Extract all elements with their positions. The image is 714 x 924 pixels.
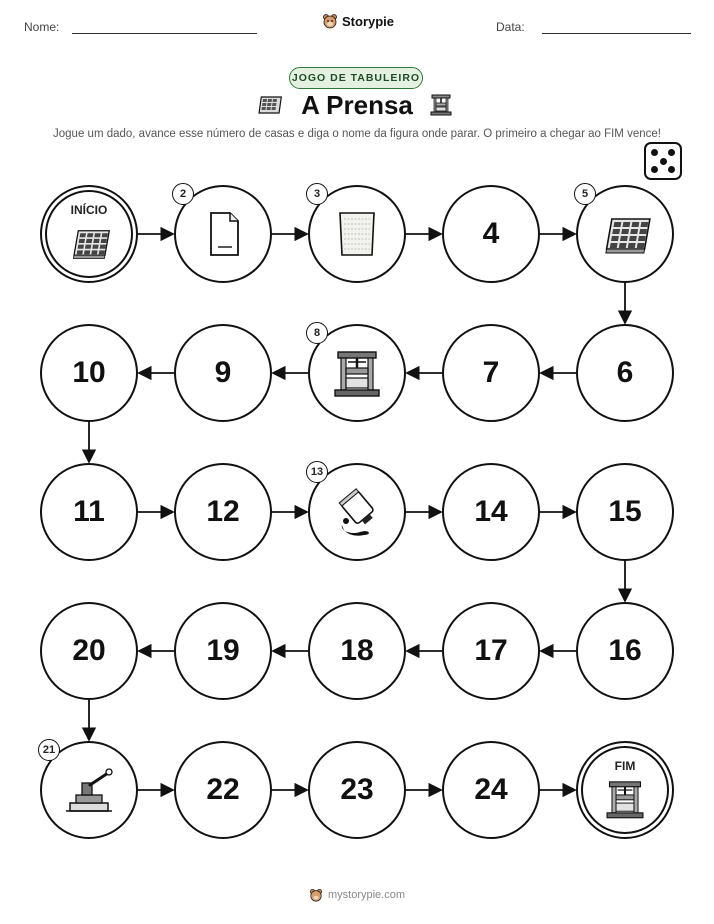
space-number: 18 <box>340 634 374 667</box>
bear-icon <box>309 888 323 902</box>
space-number: 11 <box>73 495 105 528</box>
space-number: 20 <box>72 634 106 667</box>
space-number: 22 <box>206 773 240 806</box>
board-space <box>576 324 674 422</box>
instructions: Jogue um dado, avance esse número de casas e diga o nome da figura onde parar. O primeiro a chegar ao FIM vence! <box>53 128 661 140</box>
page-title: A Prensa <box>301 90 413 120</box>
space-number: 14 <box>474 495 508 528</box>
board-space <box>40 463 138 561</box>
finish-space <box>576 741 674 839</box>
start-label: INÍCIO <box>70 203 108 217</box>
paper-sheet-icon <box>196 207 250 261</box>
screw-press-icon <box>330 346 384 400</box>
space-number-badge: 3 <box>306 183 328 205</box>
board-space <box>442 602 540 700</box>
space-number: 7 <box>482 356 500 389</box>
board-space <box>174 602 272 700</box>
space-number: 4 <box>482 217 500 250</box>
footer-url[interactable]: mystorypie.com <box>327 889 406 901</box>
game-type-pill: JOGO DE TABULEIRO <box>289 67 423 89</box>
board-space <box>442 463 540 561</box>
space-number: 15 <box>608 495 642 528</box>
ink-tube-icon <box>330 485 384 539</box>
board-space <box>40 324 138 422</box>
space-number: 23 <box>340 773 374 806</box>
brand-name: Storypie <box>342 13 395 29</box>
board-space <box>174 324 272 422</box>
board-space <box>308 741 406 839</box>
space-number: 9 <box>214 356 232 389</box>
board-space <box>174 741 272 839</box>
board-space <box>576 602 674 700</box>
finish-label: FIM <box>614 759 636 773</box>
board-space <box>576 463 674 561</box>
space-number: 10 <box>72 356 106 389</box>
space-number-badge: 21 <box>38 739 60 761</box>
board-space <box>174 463 272 561</box>
board-space <box>40 602 138 700</box>
space-number: 17 <box>474 634 508 667</box>
space-number: 24 <box>474 773 508 806</box>
printing-plate-icon <box>67 221 111 265</box>
space-number-badge: 8 <box>306 322 328 344</box>
space-number-badge: 13 <box>306 461 328 483</box>
board-space <box>308 602 406 700</box>
start-space <box>40 185 138 283</box>
space-number-badge: 5 <box>574 183 596 205</box>
board-space <box>442 741 540 839</box>
board-space <box>442 324 540 422</box>
screw-press-icon <box>603 777 647 821</box>
date-label: Data: <box>496 20 525 34</box>
space-number: 16 <box>608 634 642 667</box>
name-label: Nome: <box>24 20 60 34</box>
lever-press-icon <box>62 763 116 817</box>
footer <box>0 888 714 902</box>
space-number: 19 <box>206 634 240 667</box>
printing-plate-icon <box>598 207 652 261</box>
space-number-badge: 2 <box>172 183 194 205</box>
board-space <box>442 185 540 283</box>
space-number: 6 <box>616 356 634 389</box>
space-number: 12 <box>206 495 240 528</box>
paper-stack-icon <box>330 207 384 261</box>
